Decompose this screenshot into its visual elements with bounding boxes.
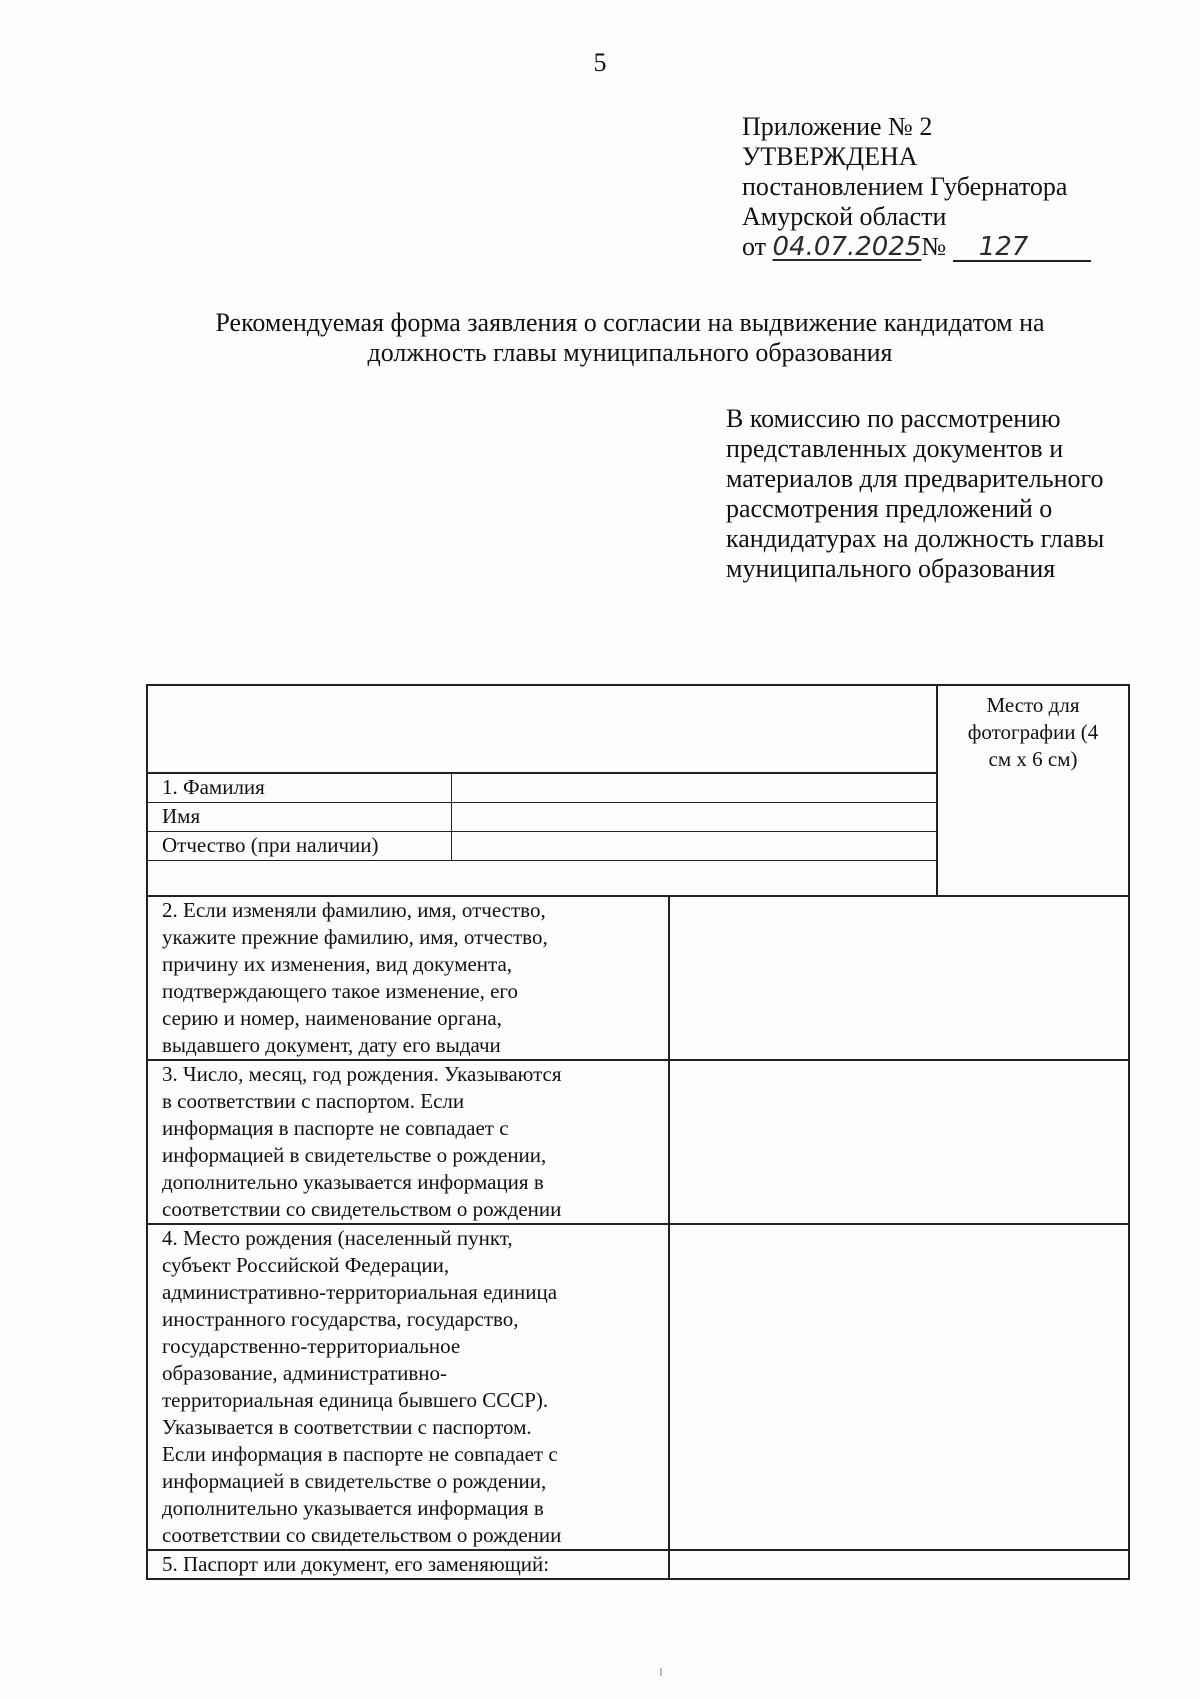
handwritten-number: 127 xyxy=(953,234,1091,262)
addressee-line: муниципального образования xyxy=(726,554,1056,583)
question-text xyxy=(148,1225,670,1549)
scan-mark xyxy=(660,1668,662,1676)
addressee-line: В комиссию по рассмотрению xyxy=(726,404,1061,433)
question-line: информацией в свидетельстве о рождении, xyxy=(162,1143,547,1167)
question-line: 5. Паспорт или документ, его заменяющий: xyxy=(162,1552,550,1576)
surname-label: 1. Фамилия xyxy=(148,774,452,802)
appendix-number: Приложение № 2 xyxy=(742,112,933,141)
decree-line: постановлением Губернатора xyxy=(742,172,1068,201)
application-form-table xyxy=(146,684,1130,1580)
question-text xyxy=(148,1551,670,1578)
question-line: причину их изменения, вид документа, xyxy=(162,952,513,976)
answer-field[interactable] xyxy=(670,897,1128,1059)
question-row-name-change xyxy=(148,897,1128,1061)
form-title xyxy=(130,308,1130,368)
question-row-birth-place xyxy=(148,1225,1128,1551)
first-name-row xyxy=(148,803,936,832)
question-text xyxy=(148,1061,670,1223)
first-name-label: Имя xyxy=(148,803,452,831)
question-line: соответствии со свидетельством о рождении xyxy=(162,1523,562,1547)
photo-label-line: см х 6 см) xyxy=(988,747,1078,771)
photo-placeholder xyxy=(936,686,1128,895)
question-line: государственно-территориальное xyxy=(162,1334,461,1358)
question-line: дополнительно указывается информация в xyxy=(162,1170,544,1194)
header-blank-cell xyxy=(148,686,936,774)
question-line: Если информация в паспорте не совпадает с xyxy=(162,1442,558,1466)
question-line: информацией в свидетельстве о рождении, xyxy=(162,1469,547,1493)
patronymic-field[interactable] xyxy=(452,832,936,860)
question-line: субъект Российской Федерации, xyxy=(162,1253,450,1277)
surname-row xyxy=(148,774,936,803)
addressee-line: кандидатурах на должность главы xyxy=(726,524,1105,553)
question-line: серию и номер, наименование органа, xyxy=(162,1006,502,1030)
name-fields xyxy=(148,686,936,895)
handwritten-date: 04.07.2025 xyxy=(772,232,922,262)
question-line: дополнительно указывается информация в xyxy=(162,1496,544,1520)
question-line: информация в паспорте не совпадает с xyxy=(162,1116,509,1140)
addressee-line: материалов для предварительного xyxy=(726,464,1104,493)
question-line: Указывается в соответствии с паспортом. xyxy=(162,1415,532,1439)
question-line: соответствии со свидетельством о рождении xyxy=(162,1197,562,1221)
blank-row xyxy=(148,861,936,895)
from-prefix: от xyxy=(742,232,767,261)
form-title-line-1: Рекомендуемая форма заявления о согласии на выдвижение кандидатом на xyxy=(215,308,1045,337)
photo-label-line: Место для xyxy=(986,693,1080,717)
region-line: Амурской области xyxy=(742,202,947,231)
number-sign: № xyxy=(921,232,947,261)
question-line: в соответствии с паспортом. Если xyxy=(162,1089,465,1113)
question-row-birth-date xyxy=(148,1061,1128,1225)
addressee-line: рассмотрения предложений о xyxy=(726,494,1053,523)
first-name-field[interactable] xyxy=(452,803,936,831)
answer-field[interactable] xyxy=(670,1225,1128,1549)
decree-date-number xyxy=(742,232,1091,262)
answer-field[interactable] xyxy=(670,1061,1128,1223)
question-line: 3. Число, месяц, год рождения. Указываются xyxy=(162,1062,562,1086)
personal-name-section xyxy=(148,686,1128,897)
answer-field[interactable] xyxy=(670,1551,1128,1578)
question-line: укажите прежние фамилию, имя, отчество, xyxy=(162,925,548,949)
question-line: 4. Место рождения (населенный пункт, xyxy=(162,1226,513,1250)
question-line: образование, административно- xyxy=(162,1361,448,1385)
addressee-block xyxy=(726,404,1104,584)
page-number: 5 xyxy=(593,48,607,77)
question-line: территориальная единица бывшего СССР). xyxy=(162,1388,549,1412)
photo-label-line: фотографии (4 xyxy=(967,720,1099,744)
patronymic-label: Отчество (при наличии) xyxy=(148,832,452,860)
addressee-line: представленных документов и xyxy=(726,434,1064,463)
question-line: иностранного государства, государство, xyxy=(162,1307,519,1331)
approved-label: УТВЕРЖДЕНА xyxy=(742,142,918,171)
approval-block xyxy=(742,112,1091,262)
form-title-line-2: должность главы муниципального образования xyxy=(367,338,893,367)
question-text xyxy=(148,897,670,1059)
question-line: административно-территориальная единица xyxy=(162,1280,558,1304)
question-line: подтверждающего такое изменение, его xyxy=(162,979,518,1003)
surname-field[interactable] xyxy=(452,774,936,802)
question-row-passport xyxy=(148,1551,1128,1578)
question-line: выдавшего документ, дату его выдачи xyxy=(162,1033,501,1057)
patronymic-row xyxy=(148,832,936,861)
question-line: 2. Если изменяли фамилию, имя, отчество, xyxy=(162,898,546,922)
